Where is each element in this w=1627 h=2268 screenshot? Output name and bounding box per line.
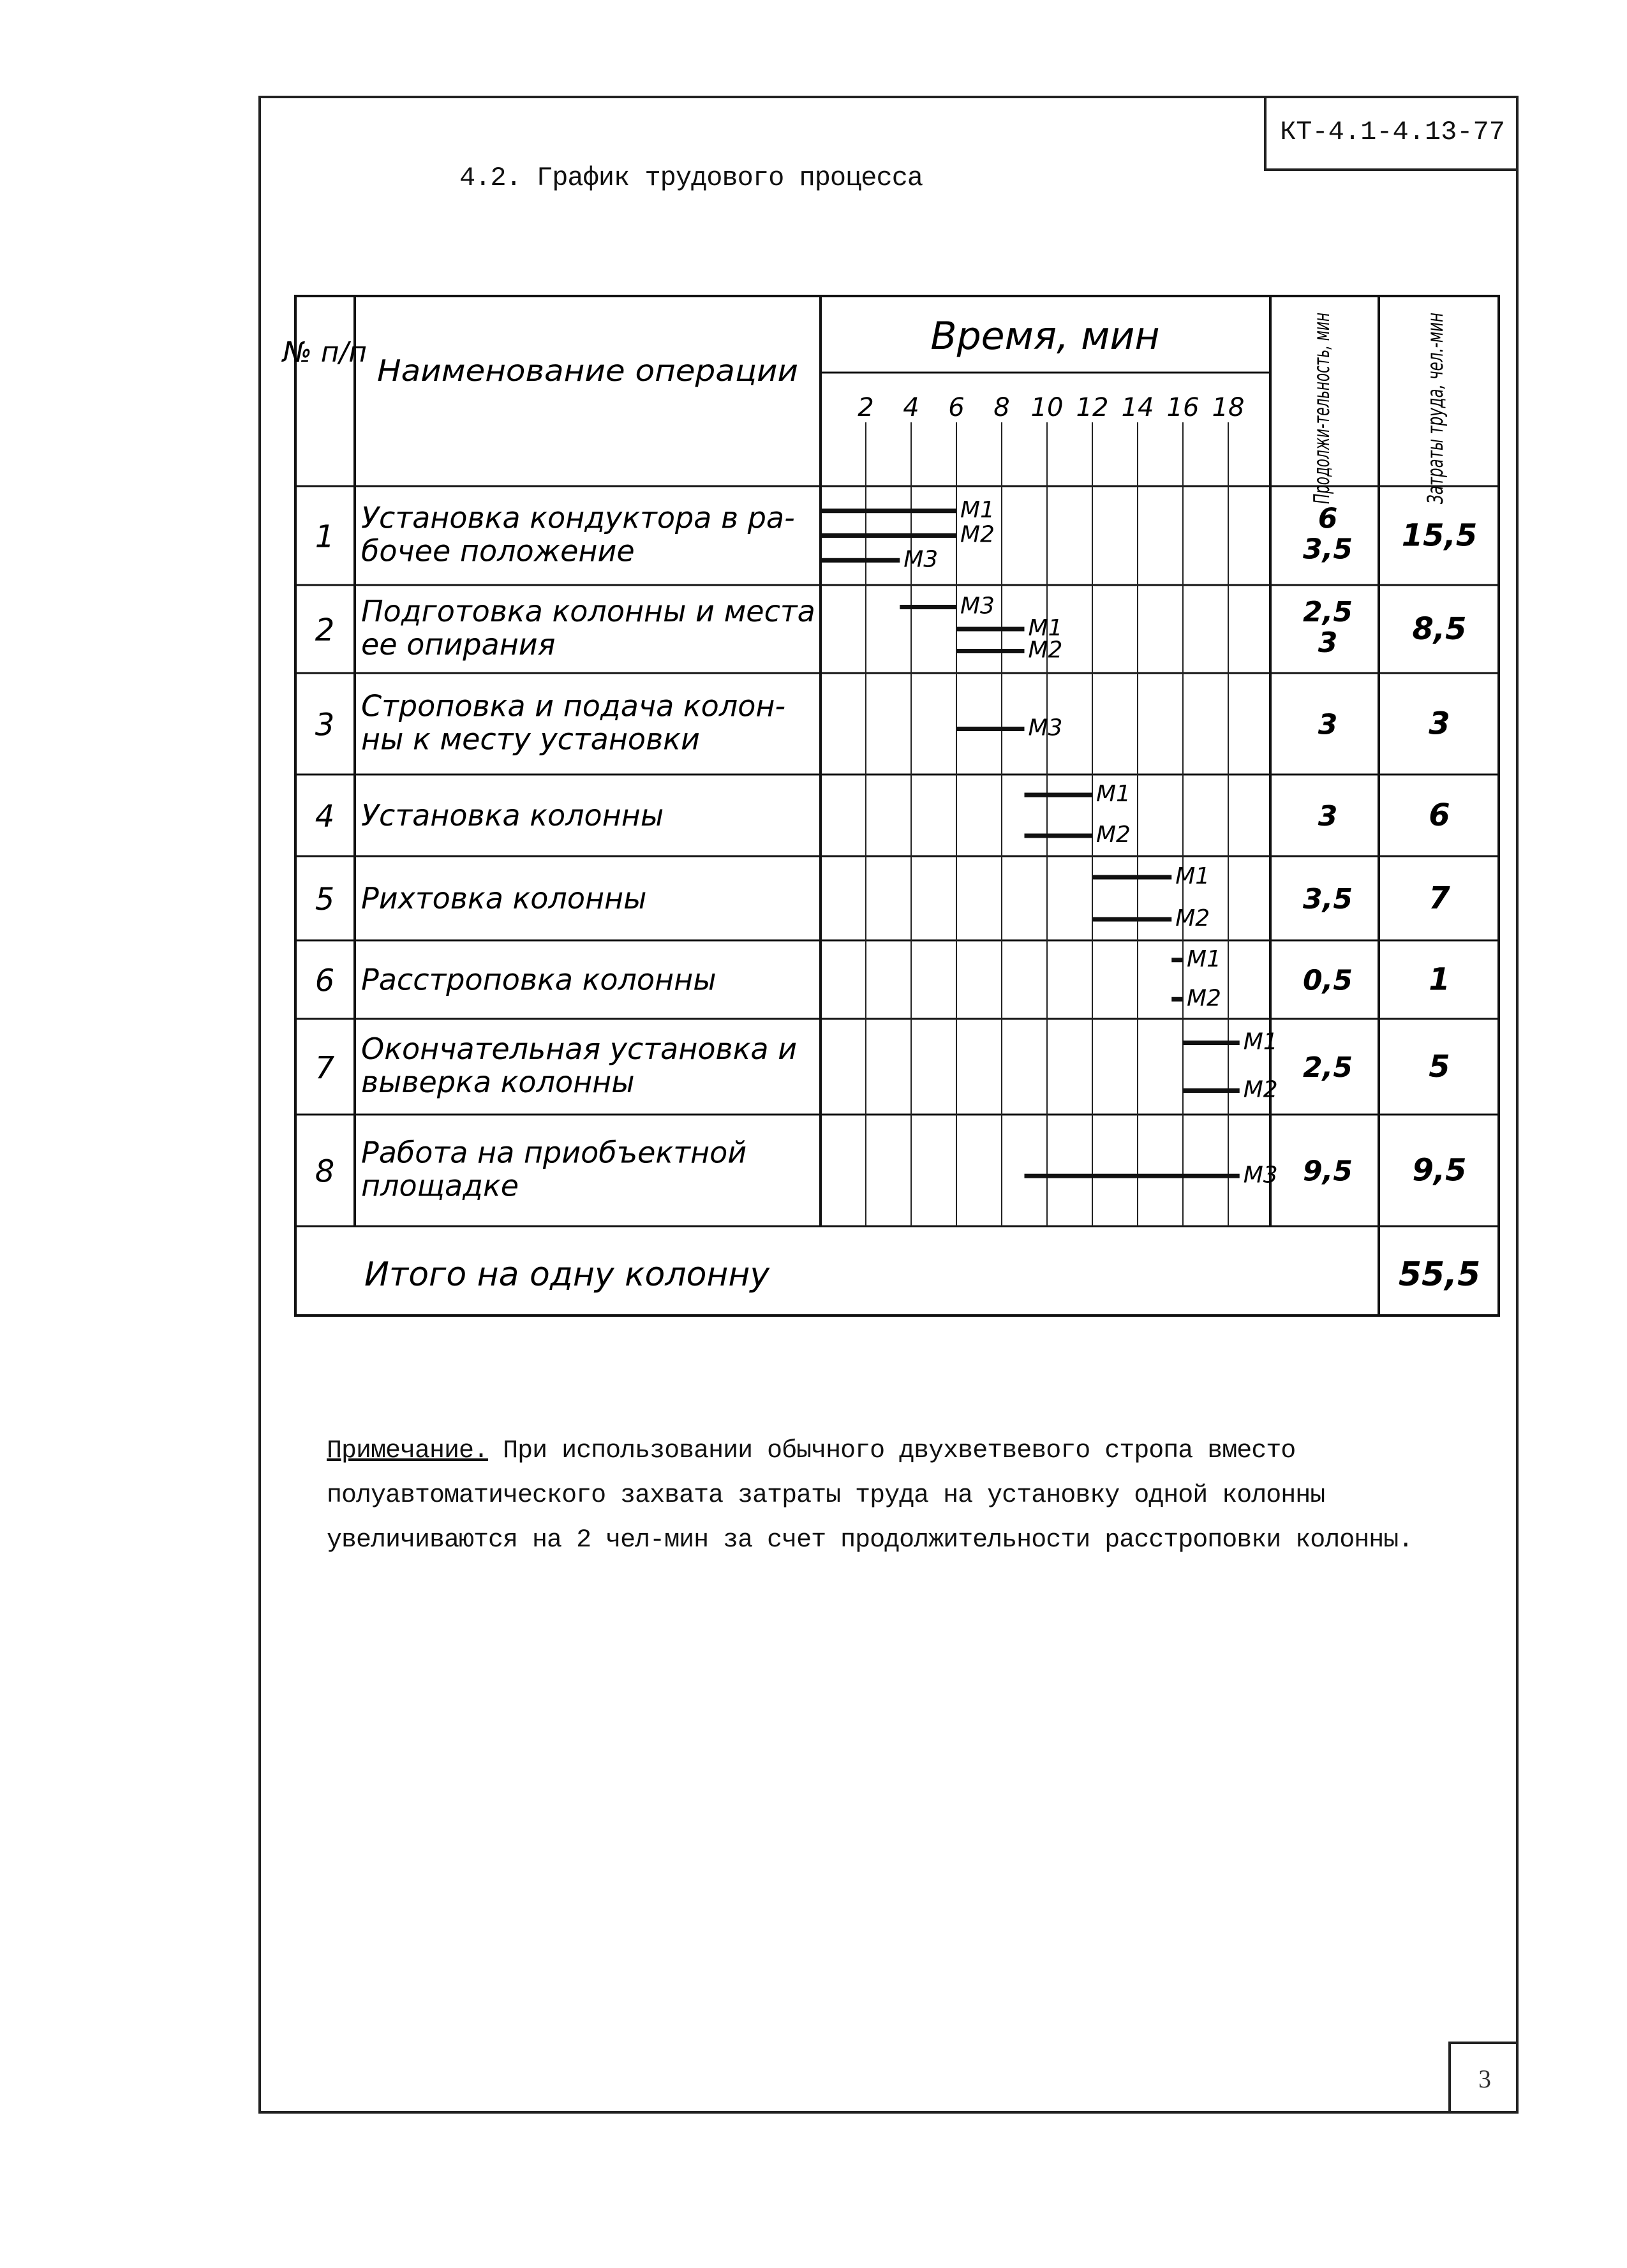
total-labor: 55,5 bbox=[1398, 1256, 1481, 1294]
labor-value: 1 bbox=[1429, 961, 1450, 998]
duration-value: 0,5 bbox=[1303, 964, 1353, 997]
time-tick-label: 10 bbox=[1030, 393, 1064, 422]
row-number: 1 bbox=[315, 519, 335, 555]
time-tick-label: 8 bbox=[993, 393, 1010, 422]
gantt-worker-label: М2 bbox=[1096, 822, 1131, 848]
gantt-worker-label: М2 bbox=[960, 521, 995, 548]
gantt-worker-label: М1 bbox=[1096, 781, 1131, 807]
time-tick-label: 4 bbox=[903, 393, 919, 422]
row-number: 4 bbox=[315, 799, 335, 834]
operation-name-line: бочее положение bbox=[361, 533, 635, 568]
document-code: КТ-4.1-4.13-77 bbox=[1264, 96, 1519, 171]
operation-name-line: Рихтовка колонны bbox=[361, 881, 647, 915]
page-number: 3 bbox=[1448, 2042, 1519, 2114]
row-number: 8 bbox=[315, 1153, 335, 1190]
operation-name-line: Расстроповка колонны bbox=[361, 962, 717, 997]
duration-value: 3 bbox=[1318, 626, 1338, 659]
duration-value: 2,5 bbox=[1303, 1051, 1353, 1084]
duration-value: 2,5 bbox=[1303, 596, 1353, 628]
gantt-worker-label: М2 bbox=[1187, 985, 1221, 1012]
operation-name-line: Работа на приобъектной bbox=[361, 1135, 747, 1170]
gantt-worker-label: М3 bbox=[960, 593, 995, 619]
duration-value: 3 bbox=[1318, 708, 1338, 741]
time-ticks bbox=[858, 393, 1244, 422]
gantt-worker-label: М2 bbox=[1175, 905, 1210, 931]
labor-value: 15,5 bbox=[1401, 517, 1478, 554]
duration-value: 3,5 bbox=[1303, 533, 1353, 566]
header-duration: Продолжи-тельность, мин bbox=[1309, 201, 1335, 504]
time-tick-label: 18 bbox=[1212, 393, 1245, 422]
row-number: 5 bbox=[315, 882, 335, 917]
header-labor: Затраты труда, чел.-мин bbox=[1423, 219, 1448, 504]
table-rows bbox=[315, 501, 1477, 1203]
operation-name-line: площадке bbox=[361, 1168, 519, 1203]
gantt-bars bbox=[821, 497, 1278, 1189]
gantt-worker-label: М1 bbox=[960, 496, 995, 523]
operation-name-line: ее опирания bbox=[361, 627, 556, 662]
gantt-worker-label: М2 bbox=[1028, 637, 1063, 663]
operation-name-line: выверка колонны bbox=[361, 1065, 635, 1099]
header-name: Наименование операции bbox=[377, 353, 798, 388]
time-tick-label: 12 bbox=[1076, 393, 1109, 422]
operation-name-line: Подготовка колонны и места bbox=[361, 594, 815, 628]
labor-value: 6 bbox=[1429, 797, 1450, 833]
gantt-worker-label: М1 bbox=[1175, 863, 1210, 889]
footnote-label: Примечание. bbox=[327, 1437, 489, 1465]
gantt-worker-label: М3 bbox=[903, 546, 939, 573]
gantt-worker-label: М2 bbox=[1243, 1076, 1278, 1103]
time-tick-label: 6 bbox=[948, 393, 965, 422]
operation-name-line: Окончательная установка и bbox=[361, 1032, 798, 1066]
row-number: 2 bbox=[315, 612, 335, 648]
duration-value: 3,5 bbox=[1303, 883, 1353, 915]
operation-name-line: Установка кондуктора в ра- bbox=[361, 500, 795, 535]
operation-name-line: Строповка и подача колон- bbox=[361, 688, 786, 723]
total-label: Итого на одну колонну bbox=[364, 1256, 770, 1294]
labor-value: 3 bbox=[1429, 706, 1450, 742]
gantt-worker-label: М3 bbox=[1243, 1162, 1278, 1189]
row-number: 3 bbox=[315, 707, 335, 743]
labor-value: 5 bbox=[1429, 1049, 1450, 1085]
duration-value: 9,5 bbox=[1303, 1155, 1353, 1188]
gantt-worker-label: М3 bbox=[1028, 715, 1063, 741]
labor-value: 8,5 bbox=[1412, 611, 1467, 647]
row-number: 7 bbox=[315, 1050, 335, 1086]
time-tick-label: 2 bbox=[858, 393, 874, 422]
labor-value: 9,5 bbox=[1412, 1152, 1467, 1189]
time-tick-label: 14 bbox=[1121, 393, 1154, 422]
header-time: Время, мин bbox=[930, 314, 1160, 359]
time-tick-label: 16 bbox=[1166, 393, 1200, 422]
operation-name-line: ны к месту установки bbox=[361, 722, 700, 757]
header-num: № п/п bbox=[282, 336, 368, 369]
duration-value: 6 bbox=[1318, 502, 1338, 535]
row-number: 6 bbox=[315, 963, 335, 999]
duration-value: 3 bbox=[1318, 800, 1338, 833]
footnote bbox=[327, 1429, 1494, 1563]
labor-value: 7 bbox=[1429, 880, 1450, 916]
time-grid bbox=[866, 422, 1228, 1226]
gantt-worker-label: М1 bbox=[1028, 615, 1063, 641]
section-title: 4.2. График трудового процесса bbox=[459, 163, 923, 193]
footnote-text: При использовании обычного двухветвевого стропа вместо полуавтоматического захвата затраты труда на установку одной колонны увеличиваются на 2 чел-мин за счет продолжительности расстроповки колонны. bbox=[327, 1437, 1413, 1555]
gantt-worker-label: М1 bbox=[1187, 945, 1221, 972]
labor-process-table bbox=[282, 201, 1500, 1317]
gantt-worker-label: М1 bbox=[1243, 1028, 1278, 1055]
operation-name-line: Установка колонны bbox=[361, 798, 664, 833]
